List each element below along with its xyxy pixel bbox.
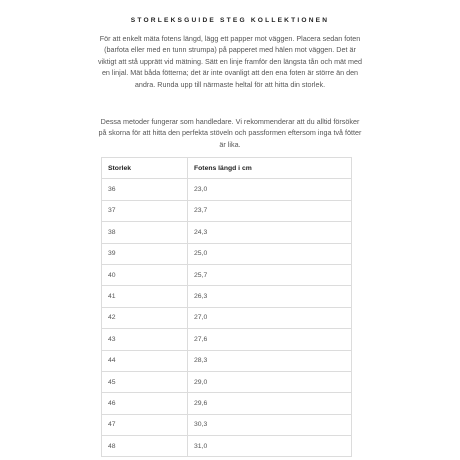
table-header-row	[102, 158, 352, 179]
size-cell: 48	[102, 436, 188, 457]
size-cell: 45	[102, 371, 188, 392]
foot-length-cell: 23,7	[188, 200, 352, 221]
foot-length-cell: 25,0	[188, 243, 352, 264]
column-header-foot-length: Fotens längd i cm	[188, 158, 352, 179]
size-cell: 47	[102, 414, 188, 435]
table-row	[102, 414, 352, 435]
foot-length-cell: 29,6	[188, 393, 352, 414]
foot-length-cell: 28,3	[188, 350, 352, 371]
table-row	[102, 243, 352, 264]
table-row	[102, 179, 352, 200]
table-row	[102, 436, 352, 457]
table-row	[102, 371, 352, 392]
foot-length-cell: 27,0	[188, 307, 352, 328]
table-row	[102, 329, 352, 350]
foot-length-cell: 31,0	[188, 436, 352, 457]
size-cell: 41	[102, 286, 188, 307]
table-row	[102, 264, 352, 285]
foot-length-cell: 25,7	[188, 264, 352, 285]
foot-length-cell: 23,0	[188, 179, 352, 200]
table-row	[102, 350, 352, 371]
foot-length-cell: 30,3	[188, 414, 352, 435]
foot-length-cell: 29,0	[188, 371, 352, 392]
size-cell: 44	[102, 350, 188, 371]
foot-length-cell: 24,3	[188, 222, 352, 243]
size-cell: 40	[102, 264, 188, 285]
table-row	[102, 307, 352, 328]
size-table-body	[102, 179, 352, 457]
size-cell: 36	[102, 179, 188, 200]
table-row	[102, 200, 352, 221]
table-row	[102, 286, 352, 307]
measuring-instructions: För att enkelt mäta fotens längd, lägg ett papper mot väggen. Placera sedan foten (barfota eller med en tunn strumpa) på papperet med hälen mot väggen. Det är viktigt att stå upprätt vid mätning. Sätt en linje framför den längsta tån och mät med en linjal. Mät båda fötterna; det är inte ovanligt att den ena foten är större än den andra. Runda upp till närmaste heltal för att hitta din storlek.	[97, 34, 363, 89]
size-cell: 38	[102, 222, 188, 243]
size-cell: 37	[102, 200, 188, 221]
table-row	[102, 222, 352, 243]
column-header-size: Storlek	[102, 158, 188, 179]
size-cell: 43	[102, 329, 188, 350]
fit-disclaimer: Dessa metoder fungerar som handledare. Vi rekommenderar att du alltid försöker på skorna för att hitta den perfekta stöveln och passformen eftersom inga två fötter är lika.	[98, 117, 362, 149]
size-cell: 39	[102, 243, 188, 264]
size-cell: 42	[102, 307, 188, 328]
page-title: STORLEKSGUIDE STEG KOLLEKTIONEN	[130, 17, 330, 24]
foot-length-cell: 26,3	[188, 286, 352, 307]
size-table	[101, 157, 352, 457]
size-cell: 46	[102, 393, 188, 414]
table-row	[102, 393, 352, 414]
foot-length-cell: 27,6	[188, 329, 352, 350]
